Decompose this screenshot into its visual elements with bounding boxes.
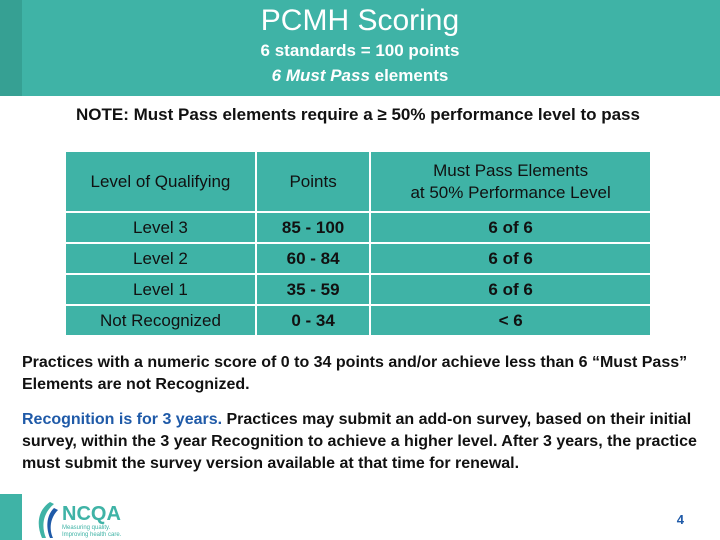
- logo-tagline-1: Measuring quality.: [62, 525, 111, 531]
- subtitle-must-pass-em: 6 Must Pass: [271, 66, 370, 85]
- subtitle-standards: 6 standards = 100 points: [260, 41, 460, 60]
- logo-wordmark: NCQA: [62, 503, 121, 525]
- header-points: Points: [256, 151, 370, 212]
- scoring-table: [64, 150, 652, 337]
- recognition-paragraph: [22, 409, 698, 475]
- cell-level: Not Recognized: [65, 305, 256, 336]
- subtitle-must-pass: [0, 66, 720, 86]
- cell-points: 35 - 59: [256, 274, 370, 305]
- recognition-rest: Practices may submit an add-on survey, based on their initial survey, within the 3 year Recognition to achieve a higher level. After 3 years, the practice must submit the survey version available at that time for renewal.: [22, 411, 697, 472]
- cell-level: Level 1: [65, 274, 256, 305]
- footer-stripe: [0, 494, 22, 540]
- cell-level: Level 3: [65, 212, 256, 243]
- cell-level: Level 2: [65, 243, 256, 274]
- slide-title: PCMH Scoring: [260, 4, 460, 37]
- cell-must-pass: < 6: [370, 305, 651, 336]
- header-must-pass-line1: Must Pass Elements: [433, 160, 589, 180]
- table-header-row: [65, 151, 651, 212]
- table-row: [65, 274, 651, 305]
- note-text: NOTE: Must Pass elements require a ≥ 50% performance level to pass: [76, 105, 640, 124]
- cell-points: 0 - 34: [256, 305, 370, 336]
- table-row: [65, 212, 651, 243]
- table-row: [65, 243, 651, 274]
- header-must-pass: [370, 151, 651, 212]
- subtitle-must-pass-rest: elements: [369, 66, 449, 85]
- table-row: [65, 305, 651, 336]
- ncqa-logo: [32, 498, 162, 540]
- cell-must-pass: 6 of 6: [370, 274, 651, 305]
- header-level: Level of Qualifying: [65, 151, 256, 212]
- not-recognized-paragraph: Practices with a numeric score of 0 to 34 points and/or achieve less than 6 “Must Pass” Elements are not Recognized.: [22, 354, 688, 393]
- page-number: 4: [676, 512, 684, 527]
- cell-must-pass: 6 of 6: [370, 212, 651, 243]
- cell-points: 85 - 100: [256, 212, 370, 243]
- cell-points: 60 - 84: [256, 243, 370, 274]
- header-must-pass-line2: at 50% Performance Level: [410, 182, 611, 202]
- recognition-highlight: Recognition is for 3 years.: [22, 411, 223, 428]
- logo-tagline-2: Improving health care.: [62, 532, 122, 538]
- cell-must-pass: 6 of 6: [370, 243, 651, 274]
